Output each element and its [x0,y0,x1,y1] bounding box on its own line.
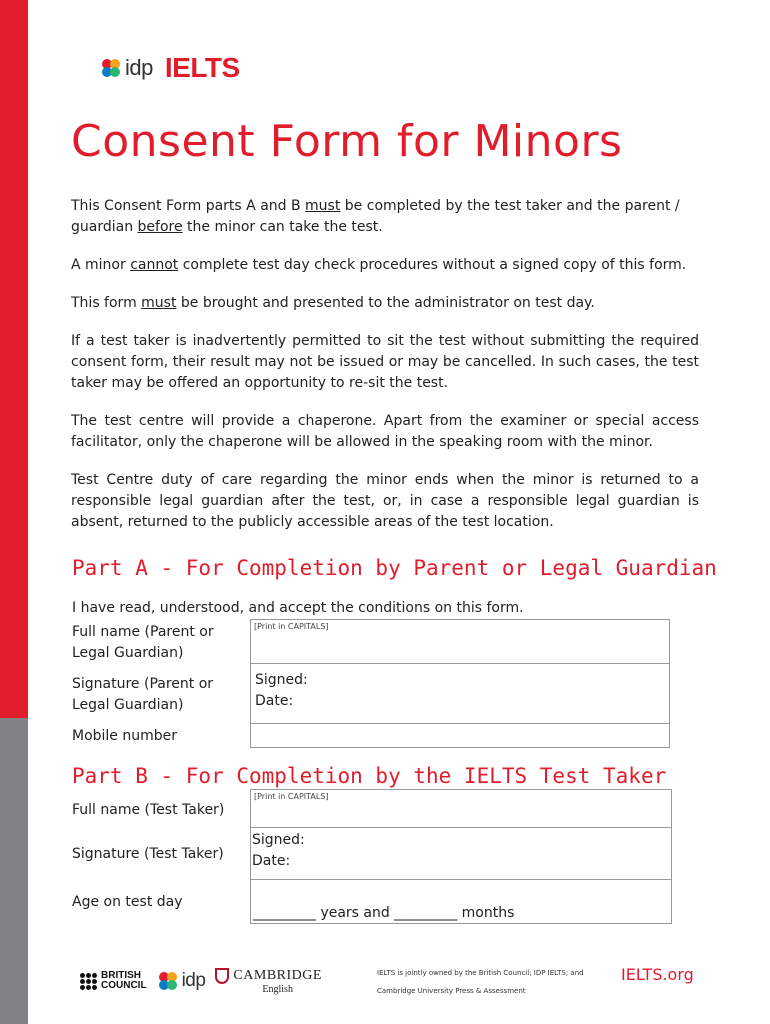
months-blank: _________ [394,905,458,921]
underlined-word: cannot [130,257,179,273]
cambridge-english-logo: CAMBRIDGE English [215,968,322,995]
parent-full-name-label: Full name (Parent or Legal Guardian) [72,623,214,661]
footer-partner-logos [80,965,322,997]
intro-paragraph-1: This Consent Form parts A and B must be completed by the test taker and the parent / guardian before the minor can take the test. [71,198,680,235]
ownership-note: IELTS is jointly owned by the British Council; IDP IELTS; and Cambridge University Press & Assessment [377,969,584,995]
taker-full-name-field[interactable] [251,790,672,828]
intro-text [71,196,699,550]
parent-signature-field[interactable] [251,664,670,724]
british-council-dots-icon [80,973,97,990]
intro-paragraph-4: If a test taker is inadvertently permitted to sit the test without submitting the required consent form, their result may not be issued or may be cancelled. In such cases, the test taker may be offered an opportunity to re-sit the test. [71,333,699,391]
side-bar-grey [0,718,28,1024]
part-a-table [72,619,670,748]
intro-paragraph-5: The test centre will provide a chaperone. Apart from the examiner or special access facilitator, only the chaperone will be allowed in the speaking room with the minor. [71,413,699,450]
age-label: Age on test day [72,893,183,910]
parent-full-name-field[interactable] [251,620,670,664]
years-blank: _________ [253,905,316,921]
ielts-website-link[interactable]: IELTS.org [621,965,694,984]
underlined-word: must [305,198,341,214]
date-label: Date: [252,853,291,869]
mobile-number-label: Mobile number [72,727,178,744]
underlined-word: must [141,295,177,311]
idp-ielts-logo [100,52,240,84]
mobile-number-field[interactable] [251,724,670,748]
underlined-word: before [137,219,183,235]
taker-full-name-label: Full name (Test Taker) [72,801,225,818]
age-field[interactable]: _________ years and _________ months [251,880,672,924]
page-title: Consent Form for Minors [71,116,623,167]
part-a-title: Part A - For Completion by Parent or Legal Guardian [72,556,717,580]
taker-signature-label: Signature (Test Taker) [72,845,224,862]
part-b-table [72,789,672,924]
print-capitals-note: [Print in CAPITALS] [254,792,329,801]
intro-paragraph-2: A minor cannot complete test day check procedures without a signed copy of this form. [71,257,687,273]
idp-flower-icon [100,57,122,79]
taker-signature-field[interactable] [251,828,672,880]
parent-signature-label: Signature (Parent or Legal Guardian) [72,675,214,713]
side-bar-red [0,0,28,718]
intro-paragraph-3: This form must be brought and presented to the administrator on test day. [71,295,595,311]
cambridge-shield-icon [215,968,229,984]
signed-label: Signed: [252,832,305,848]
footer-idp-logo: idp [157,970,206,992]
part-a-acknowledgement: I have read, understood, and accept the conditions on this form. [72,600,524,616]
idp-flower-icon [157,970,179,992]
idp-wordmark: idp [125,55,153,80]
print-capitals-note: [Print in CAPITALS] [254,622,329,631]
signed-label: Signed: [255,672,308,688]
date-label: Date: [255,693,294,709]
ielts-wordmark: IELTS [164,52,240,83]
british-council-logo: BRITISH COUNCIL [80,971,147,991]
intro-paragraph-6: Test Centre duty of care regarding the minor ends when the minor is returned to a responsible legal guardian after the test, or, in case a responsible legal guardian is absent, returned to the publicly accessible areas of the test location. [71,472,699,530]
part-b-title: Part B - For Completion by the IELTS Test Taker [72,764,667,788]
